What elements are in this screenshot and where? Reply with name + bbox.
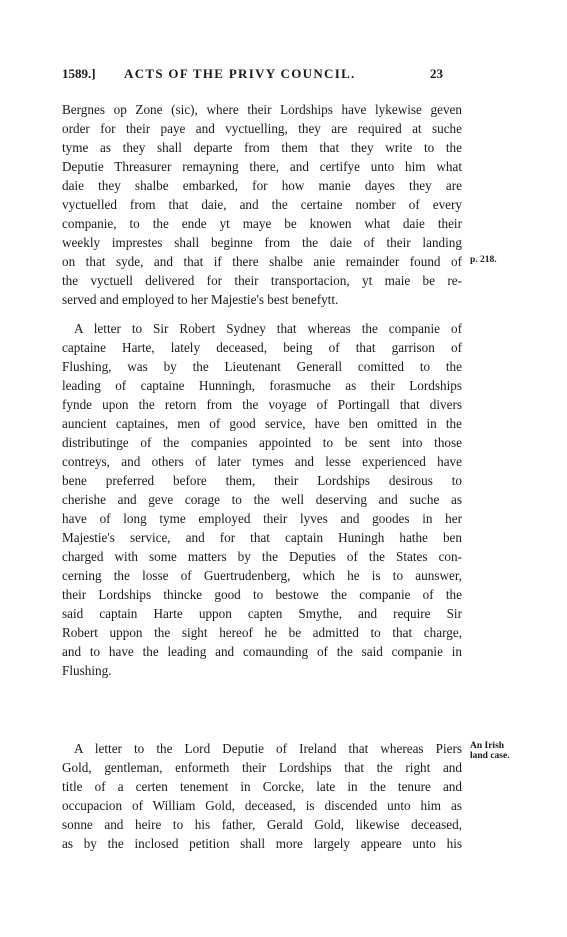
text-line: tyme as they shall departe from them that they write to the [62,140,462,155]
text-line: Flushing, was by the Lieutenant Generall comitted to the [62,359,462,374]
text-line: have of long tyme employed their lyves and goodes in her [62,511,462,526]
text-line: on that syde, and that if there shalbe anie remainder found of [62,254,462,269]
text-line: Deputie Threasurer remayning there, and certifye unto him what [62,159,462,174]
text-line: cerning the losse of Guertrudenberg, which he is to aunswer, [62,568,462,583]
text-line: A letter to the Lord Deputie of Ireland that whereas Piers [74,741,462,756]
paragraph-1 [62,100,462,309]
margin-topic-note [470,741,530,761]
paragraph-2 [62,319,462,680]
text-line: said captain Harte uppon capten Smythe, and require Sir [62,606,462,621]
text-line: captaine Harte, lately deceased, being of that garrison of [62,340,462,355]
page-number: 23 [430,66,443,81]
margin-topic-line-1: An Irish [470,741,505,751]
text-line: served and employed to her Majestie's best benefytt. [62,292,339,307]
text-line: Majestie's service, and for that captain Huningh hathe ben [62,530,462,545]
paragraph-3 [62,739,462,853]
text-line: the vyctuell delivered for their transportacion, yt maie be re- [62,273,462,288]
margin-topic-line-2: land case. [470,751,510,761]
text-line: companie, to the ende yt maye be knowen what daie their [62,216,462,231]
text-line: occupacion of William Gold, deceased, is discended unto him as [62,798,462,813]
text-line: daie they shalbe embarked, for how manie dayes they are [62,178,462,193]
text-line: Gold, gentleman, enformeth their Lordships that the right and [62,760,462,775]
margin-page-ref: p. 218. [470,255,497,265]
text-line: contreys, and others of later tymes and lesse experienced have [62,454,462,469]
text-line: A letter to Sir Robert Sydney that whereas the companie of [74,321,462,336]
text-line: Robert uppon the sight hereof he be admitted to that charge, [62,625,462,640]
header-title: ACTS OF THE PRIVY COUNCIL. [124,66,356,81]
text-line: order for their paye and vyctuelling, they are required at suche [62,121,462,136]
text-line: and to have the leading and comaunding of the said companie in [62,644,462,659]
text-line: title of a certen tenement in Corcke, late in the tenure and [62,779,462,794]
text-line: cherishe and geve corage to the well deserving and suche as [62,492,462,507]
text-line: charged with some matters by the Deputies of the States con- [62,549,462,564]
text-line: weekly imprestes shall beginne from the daie of their landing [62,235,462,250]
header-year: 1589.] [62,66,96,81]
text-line: as by the inclosed petition shall more largely appeare unto his [62,836,462,851]
text-line: fynde upon the retorn from the voyage of Portingall that divers [62,397,462,412]
text-line: sonne and heire to his father, Gerald Gold, likewise deceased, [62,817,462,832]
text-line: auncient captaines, men of good service, have ben omitted in the [62,416,462,431]
text-line: vyctuelled from that daie, and the certaine nomber of every [62,197,462,212]
text-line: Bergnes op Zone (sic), where their Lordships have lykewise geven [62,102,462,117]
text-line: leading of captaine Hunningh, forasmuche as their Lordships [62,378,462,393]
text-line: bene preferred before them, their Lordships desirous to [62,473,462,488]
text-line: Flushing. [62,663,112,678]
text-line: their Lordships thincke good to bestowe the companie of the [62,587,462,602]
running-header [62,66,462,84]
text-line: distributinge of the companies appointed to be sent into those [62,435,462,450]
